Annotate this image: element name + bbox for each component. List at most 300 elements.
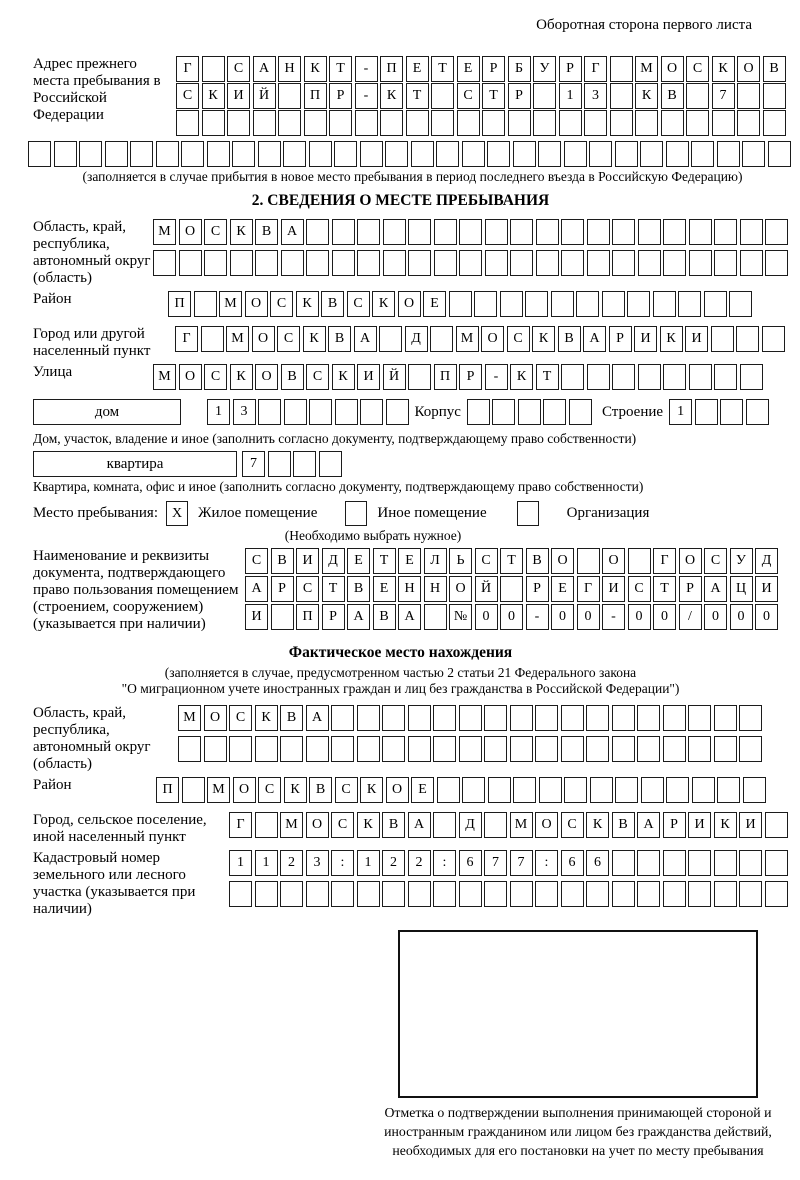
- char-cell[interactable]: С: [277, 326, 300, 352]
- char-cell[interactable]: [433, 812, 456, 838]
- char-cell[interactable]: В: [763, 56, 786, 82]
- char-cell[interactable]: [559, 110, 582, 136]
- char-cell[interactable]: Е: [411, 777, 434, 803]
- char-cell[interactable]: 6: [586, 850, 609, 876]
- char-cell[interactable]: [484, 705, 507, 731]
- char-cell[interactable]: А: [245, 576, 268, 602]
- char-cell[interactable]: В: [271, 548, 294, 574]
- char-cell[interactable]: [586, 705, 609, 731]
- char-cell[interactable]: [204, 250, 227, 276]
- char-cell[interactable]: [615, 777, 638, 803]
- char-cell[interactable]: О: [535, 812, 558, 838]
- char-cell[interactable]: А: [354, 326, 377, 352]
- char-cell[interactable]: [357, 881, 380, 907]
- char-cell[interactable]: [666, 141, 689, 167]
- char-cell[interactable]: 1: [357, 850, 380, 876]
- char-cell[interactable]: [739, 850, 762, 876]
- char-cell[interactable]: [459, 705, 482, 731]
- char-cell[interactable]: К: [360, 777, 383, 803]
- char-cell[interactable]: [281, 250, 304, 276]
- char-cell[interactable]: [194, 291, 217, 317]
- char-cell[interactable]: В: [255, 219, 278, 245]
- char-cell[interactable]: К: [284, 777, 307, 803]
- char-cell[interactable]: [746, 399, 769, 425]
- char-cell[interactable]: 6: [561, 850, 584, 876]
- char-cell[interactable]: К: [357, 812, 380, 838]
- char-cell[interactable]: [204, 736, 227, 762]
- char-cell[interactable]: М: [153, 219, 176, 245]
- char-cell[interactable]: Т: [500, 548, 523, 574]
- char-cell[interactable]: [678, 291, 701, 317]
- char-cell[interactable]: [590, 777, 613, 803]
- char-cell[interactable]: [331, 736, 354, 762]
- char-cell[interactable]: 1: [207, 399, 230, 425]
- char-cell[interactable]: [382, 705, 405, 731]
- char-cell[interactable]: [576, 291, 599, 317]
- char-cell[interactable]: [736, 326, 759, 352]
- char-cell[interactable]: В: [280, 705, 303, 731]
- char-cell[interactable]: :: [433, 850, 456, 876]
- char-cell[interactable]: Й: [253, 83, 276, 109]
- char-cell[interactable]: [714, 250, 737, 276]
- char-cell[interactable]: [712, 110, 735, 136]
- char-cell[interactable]: 1: [255, 850, 278, 876]
- char-cell[interactable]: [357, 736, 380, 762]
- char-cell[interactable]: [357, 219, 380, 245]
- char-cell[interactable]: [612, 364, 635, 390]
- char-cell[interactable]: [714, 881, 737, 907]
- char-cell[interactable]: Г: [176, 56, 199, 82]
- char-cell[interactable]: [202, 110, 225, 136]
- char-cell[interactable]: [577, 548, 600, 574]
- char-cell[interactable]: [253, 110, 276, 136]
- char-cell[interactable]: С: [686, 56, 709, 82]
- char-cell[interactable]: О: [481, 326, 504, 352]
- char-cell[interactable]: К: [660, 326, 683, 352]
- char-cell[interactable]: [105, 141, 128, 167]
- char-cell[interactable]: [280, 881, 303, 907]
- char-cell[interactable]: [627, 291, 650, 317]
- char-cell[interactable]: [533, 83, 556, 109]
- char-cell[interactable]: [79, 141, 102, 167]
- char-cell[interactable]: С: [204, 364, 227, 390]
- char-cell[interactable]: Т: [482, 83, 505, 109]
- char-cell[interactable]: 0: [500, 604, 523, 630]
- char-cell[interactable]: Р: [609, 326, 632, 352]
- char-cell[interactable]: [539, 777, 562, 803]
- char-cell[interactable]: Р: [508, 83, 531, 109]
- char-cell[interactable]: Е: [373, 576, 396, 602]
- char-cell[interactable]: О: [602, 548, 625, 574]
- char-cell[interactable]: Е: [551, 576, 574, 602]
- char-cell[interactable]: 0: [577, 604, 600, 630]
- char-cell[interactable]: Д: [459, 812, 482, 838]
- char-cell[interactable]: В: [526, 548, 549, 574]
- char-cell[interactable]: [332, 250, 355, 276]
- char-cell[interactable]: [561, 219, 584, 245]
- char-cell[interactable]: Г: [577, 576, 600, 602]
- char-cell[interactable]: [255, 881, 278, 907]
- char-cell[interactable]: С: [628, 576, 651, 602]
- char-cell[interactable]: [268, 451, 291, 477]
- char-cell[interactable]: [765, 812, 788, 838]
- char-cell[interactable]: [357, 705, 380, 731]
- char-cell[interactable]: [434, 219, 457, 245]
- char-cell[interactable]: [156, 141, 179, 167]
- char-cell[interactable]: 0: [628, 604, 651, 630]
- char-cell[interactable]: А: [281, 219, 304, 245]
- char-cell[interactable]: Т: [653, 576, 676, 602]
- char-cell[interactable]: [510, 705, 533, 731]
- char-cell[interactable]: [28, 141, 51, 167]
- char-cell[interactable]: К: [230, 364, 253, 390]
- char-cell[interactable]: [739, 736, 762, 762]
- char-cell[interactable]: [612, 705, 635, 731]
- char-cell[interactable]: 1: [559, 83, 582, 109]
- char-cell[interactable]: Ь: [449, 548, 472, 574]
- char-cell[interactable]: [637, 736, 660, 762]
- char-cell[interactable]: К: [714, 812, 737, 838]
- char-cell[interactable]: [176, 110, 199, 136]
- char-cell[interactable]: [637, 850, 660, 876]
- char-cell[interactable]: [666, 777, 689, 803]
- char-cell[interactable]: В: [558, 326, 581, 352]
- char-cell[interactable]: [602, 291, 625, 317]
- char-cell[interactable]: [663, 219, 686, 245]
- char-cell[interactable]: [615, 141, 638, 167]
- char-cell[interactable]: Т: [373, 548, 396, 574]
- char-cell[interactable]: К: [586, 812, 609, 838]
- char-cell[interactable]: [569, 399, 592, 425]
- char-cell[interactable]: Й: [475, 576, 498, 602]
- char-cell[interactable]: [360, 141, 383, 167]
- char-cell[interactable]: [306, 250, 329, 276]
- char-cell[interactable]: Е: [457, 56, 480, 82]
- char-cell[interactable]: [153, 250, 176, 276]
- char-cell[interactable]: В: [373, 604, 396, 630]
- char-cell[interactable]: К: [202, 83, 225, 109]
- char-cell[interactable]: С: [704, 548, 727, 574]
- char-cell[interactable]: С: [204, 219, 227, 245]
- char-cell[interactable]: [459, 250, 482, 276]
- char-cell[interactable]: А: [253, 56, 276, 82]
- char-cell[interactable]: [181, 141, 204, 167]
- char-cell[interactable]: [612, 250, 635, 276]
- char-cell[interactable]: С: [347, 291, 370, 317]
- char-cell[interactable]: О: [252, 326, 275, 352]
- char-cell[interactable]: [561, 736, 584, 762]
- char-cell[interactable]: 7: [484, 850, 507, 876]
- char-cell[interactable]: 0: [475, 604, 498, 630]
- char-cell[interactable]: [293, 451, 316, 477]
- char-cell[interactable]: [355, 110, 378, 136]
- char-cell[interactable]: [704, 291, 727, 317]
- char-cell[interactable]: И: [685, 326, 708, 352]
- char-cell[interactable]: А: [704, 576, 727, 602]
- char-cell[interactable]: О: [233, 777, 256, 803]
- char-cell[interactable]: [763, 110, 786, 136]
- char-cell[interactable]: [383, 219, 406, 245]
- char-cell[interactable]: Д: [755, 548, 778, 574]
- char-cell[interactable]: [335, 399, 358, 425]
- char-cell[interactable]: [513, 141, 536, 167]
- char-cell[interactable]: 7: [242, 451, 265, 477]
- char-cell[interactable]: [227, 110, 250, 136]
- char-cell[interactable]: [762, 326, 785, 352]
- char-cell[interactable]: 0: [551, 604, 574, 630]
- char-cell[interactable]: [385, 141, 408, 167]
- char-cell[interactable]: [641, 777, 664, 803]
- char-cell[interactable]: [255, 250, 278, 276]
- char-cell[interactable]: [720, 399, 743, 425]
- char-cell[interactable]: [54, 141, 77, 167]
- char-cell[interactable]: [408, 364, 431, 390]
- char-cell[interactable]: С: [306, 364, 329, 390]
- char-cell[interactable]: [729, 291, 752, 317]
- char-cell[interactable]: [584, 110, 607, 136]
- char-cell[interactable]: 2: [382, 850, 405, 876]
- char-cell[interactable]: М: [510, 812, 533, 838]
- char-cell[interactable]: [561, 705, 584, 731]
- char-cell[interactable]: [564, 777, 587, 803]
- char-cell[interactable]: :: [331, 850, 354, 876]
- char-cell[interactable]: 0: [730, 604, 753, 630]
- char-cell[interactable]: Г: [584, 56, 607, 82]
- char-cell[interactable]: [271, 604, 294, 630]
- char-cell[interactable]: [207, 141, 230, 167]
- char-cell[interactable]: И: [755, 576, 778, 602]
- char-cell[interactable]: [561, 250, 584, 276]
- char-cell[interactable]: И: [245, 604, 268, 630]
- char-cell[interactable]: [561, 881, 584, 907]
- char-cell[interactable]: [437, 777, 460, 803]
- char-cell[interactable]: [433, 881, 456, 907]
- char-cell[interactable]: [462, 141, 485, 167]
- char-cell[interactable]: Р: [559, 56, 582, 82]
- char-cell[interactable]: М: [456, 326, 479, 352]
- char-cell[interactable]: [663, 364, 686, 390]
- char-cell[interactable]: [765, 250, 788, 276]
- char-cell[interactable]: [740, 219, 763, 245]
- char-cell[interactable]: В: [281, 364, 304, 390]
- char-cell[interactable]: [688, 736, 711, 762]
- char-cell[interactable]: [408, 736, 431, 762]
- char-cell[interactable]: К: [304, 56, 327, 82]
- char-cell[interactable]: С: [457, 83, 480, 109]
- char-cell[interactable]: [462, 777, 485, 803]
- char-cell[interactable]: [309, 399, 332, 425]
- char-cell[interactable]: А: [583, 326, 606, 352]
- char-cell[interactable]: В: [612, 812, 635, 838]
- char-cell[interactable]: [587, 219, 610, 245]
- char-cell[interactable]: К: [635, 83, 658, 109]
- char-cell[interactable]: С: [335, 777, 358, 803]
- char-cell[interactable]: [695, 399, 718, 425]
- char-cell[interactable]: Л: [424, 548, 447, 574]
- char-cell[interactable]: К: [380, 83, 403, 109]
- char-cell[interactable]: [431, 110, 454, 136]
- char-cell[interactable]: О: [737, 56, 760, 82]
- char-cell[interactable]: [229, 881, 252, 907]
- char-cell[interactable]: [255, 812, 278, 838]
- char-cell[interactable]: А: [408, 812, 431, 838]
- char-cell[interactable]: :: [535, 850, 558, 876]
- char-cell[interactable]: [717, 141, 740, 167]
- char-cell[interactable]: [459, 219, 482, 245]
- char-cell[interactable]: Т: [536, 364, 559, 390]
- char-cell[interactable]: К: [303, 326, 326, 352]
- char-cell[interactable]: Е: [398, 548, 421, 574]
- char-cell[interactable]: [500, 576, 523, 602]
- char-cell[interactable]: -: [355, 83, 378, 109]
- char-cell[interactable]: [768, 141, 791, 167]
- char-cell[interactable]: О: [179, 219, 202, 245]
- char-cell[interactable]: М: [153, 364, 176, 390]
- char-cell[interactable]: [714, 219, 737, 245]
- char-cell[interactable]: -: [485, 364, 508, 390]
- char-cell[interactable]: [319, 451, 342, 477]
- char-cell[interactable]: [638, 250, 661, 276]
- char-cell[interactable]: [628, 548, 651, 574]
- char-cell[interactable]: [543, 399, 566, 425]
- char-cell[interactable]: [357, 250, 380, 276]
- char-cell[interactable]: Г: [653, 548, 676, 574]
- char-cell[interactable]: [411, 141, 434, 167]
- char-cell[interactable]: Р: [482, 56, 505, 82]
- char-cell[interactable]: [258, 141, 281, 167]
- char-cell[interactable]: [309, 141, 332, 167]
- char-cell[interactable]: С: [270, 291, 293, 317]
- char-cell[interactable]: У: [533, 56, 556, 82]
- char-cell[interactable]: [488, 777, 511, 803]
- char-cell[interactable]: М: [219, 291, 242, 317]
- char-cell[interactable]: -: [355, 56, 378, 82]
- char-cell[interactable]: Н: [398, 576, 421, 602]
- char-cell[interactable]: [612, 736, 635, 762]
- char-cell[interactable]: [201, 326, 224, 352]
- char-cell[interactable]: Н: [424, 576, 447, 602]
- char-cell[interactable]: С: [296, 576, 319, 602]
- char-cell[interactable]: А: [398, 604, 421, 630]
- char-cell[interactable]: [765, 881, 788, 907]
- char-cell[interactable]: Д: [405, 326, 428, 352]
- char-cell[interactable]: [663, 736, 686, 762]
- char-cell[interactable]: [612, 850, 635, 876]
- char-cell[interactable]: [612, 219, 635, 245]
- char-cell[interactable]: П: [156, 777, 179, 803]
- char-cell[interactable]: [284, 399, 307, 425]
- char-cell[interactable]: [640, 141, 663, 167]
- char-cell[interactable]: [535, 881, 558, 907]
- char-cell[interactable]: [459, 881, 482, 907]
- char-cell[interactable]: М: [207, 777, 230, 803]
- char-cell[interactable]: 3: [306, 850, 329, 876]
- char-cell[interactable]: 1: [669, 399, 692, 425]
- char-cell[interactable]: [459, 736, 482, 762]
- char-cell[interactable]: К: [712, 56, 735, 82]
- char-cell[interactable]: [492, 399, 515, 425]
- char-cell[interactable]: С: [258, 777, 281, 803]
- char-cell[interactable]: [179, 250, 202, 276]
- char-cell[interactable]: [536, 250, 559, 276]
- char-cell[interactable]: [638, 219, 661, 245]
- char-cell[interactable]: [663, 705, 686, 731]
- char-cell[interactable]: С: [229, 705, 252, 731]
- char-cell[interactable]: [229, 736, 252, 762]
- checkbox-inoe-pomeshchenie[interactable]: [345, 501, 367, 526]
- char-cell[interactable]: [484, 881, 507, 907]
- char-cell[interactable]: [436, 141, 459, 167]
- char-cell[interactable]: [686, 110, 709, 136]
- char-cell[interactable]: [653, 291, 676, 317]
- char-cell[interactable]: [434, 250, 457, 276]
- char-cell[interactable]: О: [245, 291, 268, 317]
- char-cell[interactable]: Т: [431, 56, 454, 82]
- char-cell[interactable]: Г: [229, 812, 252, 838]
- char-cell[interactable]: [482, 110, 505, 136]
- char-cell[interactable]: [331, 705, 354, 731]
- char-cell[interactable]: [739, 705, 762, 731]
- char-cell[interactable]: [533, 110, 556, 136]
- char-cell[interactable]: [739, 881, 762, 907]
- char-cell[interactable]: [334, 141, 357, 167]
- char-cell[interactable]: [689, 250, 712, 276]
- char-cell[interactable]: [610, 56, 633, 82]
- char-cell[interactable]: [487, 141, 510, 167]
- char-cell[interactable]: [474, 291, 497, 317]
- char-cell[interactable]: Д: [322, 548, 345, 574]
- char-cell[interactable]: [714, 850, 737, 876]
- char-cell[interactable]: [686, 83, 709, 109]
- char-cell[interactable]: Р: [679, 576, 702, 602]
- char-cell[interactable]: И: [634, 326, 657, 352]
- char-cell[interactable]: С: [507, 326, 530, 352]
- char-cell[interactable]: [383, 250, 406, 276]
- char-cell[interactable]: [232, 141, 255, 167]
- char-cell[interactable]: [457, 110, 480, 136]
- char-cell[interactable]: С: [331, 812, 354, 838]
- char-cell[interactable]: [182, 777, 205, 803]
- char-cell[interactable]: 0: [755, 604, 778, 630]
- char-cell[interactable]: [742, 141, 765, 167]
- char-cell[interactable]: [551, 291, 574, 317]
- char-cell[interactable]: [663, 881, 686, 907]
- char-cell[interactable]: А: [637, 812, 660, 838]
- char-cell[interactable]: [283, 141, 306, 167]
- char-cell[interactable]: П: [380, 56, 403, 82]
- char-cell[interactable]: [278, 83, 301, 109]
- char-cell[interactable]: Б: [508, 56, 531, 82]
- char-cell[interactable]: [743, 777, 766, 803]
- char-cell[interactable]: В: [661, 83, 684, 109]
- char-cell[interactable]: [689, 364, 712, 390]
- char-cell[interactable]: С: [227, 56, 250, 82]
- char-cell[interactable]: И: [602, 576, 625, 602]
- char-cell[interactable]: О: [661, 56, 684, 82]
- char-cell[interactable]: О: [306, 812, 329, 838]
- char-cell[interactable]: [688, 881, 711, 907]
- char-cell[interactable]: [586, 736, 609, 762]
- char-cell[interactable]: [379, 326, 402, 352]
- char-cell[interactable]: [408, 250, 431, 276]
- checkbox-organizatsiya[interactable]: [517, 501, 539, 526]
- char-cell[interactable]: 0: [704, 604, 727, 630]
- char-cell[interactable]: И: [227, 83, 250, 109]
- char-cell[interactable]: О: [204, 705, 227, 731]
- char-cell[interactable]: [382, 881, 405, 907]
- char-cell[interactable]: У: [730, 548, 753, 574]
- char-cell[interactable]: [612, 881, 635, 907]
